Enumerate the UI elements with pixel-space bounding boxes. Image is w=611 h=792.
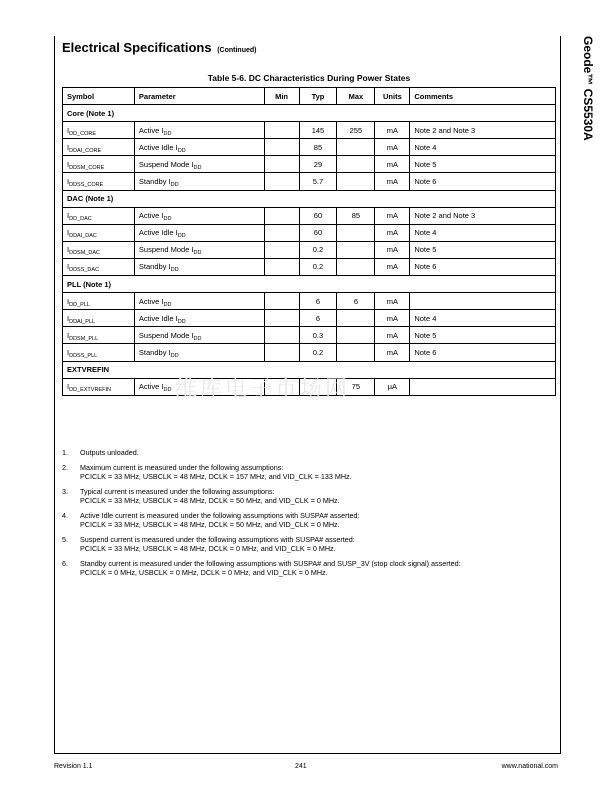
typ-cell: 60 — [299, 207, 337, 224]
units-cell: mA — [375, 173, 410, 190]
symbol-text: I — [67, 382, 70, 392]
max-cell: 6 — [337, 293, 375, 310]
symbol-text: I — [67, 347, 70, 357]
note-number: 4. — [62, 510, 68, 520]
parameter-subscript: DD — [163, 301, 172, 308]
units-cell: mA — [375, 122, 410, 139]
note-text — [80, 511, 360, 530]
parameter-subscript: DD — [170, 267, 179, 274]
section-row — [63, 190, 556, 207]
units-cell: mA — [375, 139, 410, 156]
typ-cell: 0.2 — [299, 241, 337, 258]
max-cell: 75 — [337, 378, 375, 395]
parameter-text: Active I — [138, 125, 164, 135]
page-title — [62, 40, 256, 55]
parameter-text: Active I — [138, 382, 164, 392]
table-caption: Table 5-6. DC Characteristics During Power States — [207, 73, 411, 83]
units-cell: mA — [375, 258, 410, 275]
parameter-subscript: DD — [177, 318, 186, 325]
symbol-cell — [63, 258, 135, 275]
max-cell — [337, 156, 375, 173]
side-title — [573, 36, 597, 236]
units-cell: mA — [375, 241, 410, 258]
section-title: Core (Note 1) — [63, 105, 556, 122]
parameter-text: Standby I — [138, 262, 171, 272]
parameter-subscript: DD — [193, 250, 202, 257]
note-text — [80, 535, 355, 554]
table-row — [63, 139, 556, 156]
symbol-text: I — [67, 313, 70, 323]
symbol-text: I — [67, 159, 70, 169]
table-row — [63, 156, 556, 173]
table-header-row — [63, 88, 556, 105]
parameter-subscript: DD — [177, 147, 186, 154]
parameter-subscript: DD — [163, 216, 172, 223]
footer-page-number: 241 — [295, 763, 307, 770]
note-line: Standby current is measured under the following assumptions with SUSPA# and SUSP_3V (stop clock signal) asserted: — [80, 558, 461, 568]
section-title: DAC (Note 1) — [63, 190, 556, 207]
note-line: PCICLK = 33 MHz, USBCLK = 48 MHz, DCLK = 0 MHz, and VID_CLK = 0 MHz. — [80, 544, 336, 553]
typ-cell: 5.7 — [299, 173, 337, 190]
symbol-subscript: DDSM_PLL — [69, 335, 99, 342]
symbol-subscript: DD_DAC — [69, 216, 92, 223]
symbol-subscript: DDSS_PLL — [69, 352, 98, 359]
parameter-cell — [134, 258, 264, 275]
parameter-cell — [134, 293, 264, 310]
dc-characteristics-table — [62, 87, 556, 396]
page-title-text: Electrical Specifications — [62, 40, 212, 55]
parameter-subscript: DD — [163, 387, 172, 394]
max-cell — [337, 327, 375, 344]
units-cell: mA — [375, 344, 410, 361]
parameter-cell — [134, 378, 264, 395]
typ-cell: 145 — [299, 122, 337, 139]
typ-cell: 29 — [299, 156, 337, 173]
note-line: Active Idle current is measured under the following assumptions with SUSPA# asserted: — [80, 510, 360, 520]
note-line: Outputs unloaded. — [80, 448, 139, 457]
symbol-subscript: DDSM_DAC — [69, 250, 100, 257]
symbol-subscript: DD_PLL — [69, 301, 90, 308]
max-cell — [337, 344, 375, 361]
parameter-subscript: DD — [170, 352, 179, 359]
parameter-cell — [134, 207, 264, 224]
symbol-cell — [63, 207, 135, 224]
symbol-subscript: DDSM_CORE — [69, 164, 105, 171]
table-row — [63, 241, 556, 258]
note-text — [80, 448, 139, 458]
note-line: Suspend current is measured under the following assumptions with SUSPA# asserted: — [80, 534, 355, 544]
min-cell — [264, 378, 299, 395]
symbol-cell — [63, 122, 135, 139]
col-header: Min — [264, 88, 299, 105]
table-row — [63, 344, 556, 361]
parameter-text: Suspend Mode I — [138, 330, 194, 340]
symbol-text: I — [67, 245, 70, 255]
min-cell — [264, 310, 299, 327]
note-item — [62, 448, 556, 458]
note-line: PCICLK = 33 MHz, USBCLK = 48 MHz, DCLK = 157 MHz, and VID_CLK = 133 MHz. — [80, 472, 352, 481]
note-number: 2. — [62, 462, 68, 472]
parameter-text: Active Idle I — [138, 228, 178, 238]
section-row — [63, 105, 556, 122]
comments-cell: Note 2 and Note 3 — [410, 207, 556, 224]
typ-cell — [299, 378, 337, 395]
max-cell: 255 — [337, 122, 375, 139]
comments-cell: Note 5 — [410, 327, 556, 344]
section-row — [63, 276, 556, 293]
units-cell: mA — [375, 327, 410, 344]
parameter-text: Active Idle I — [138, 313, 178, 323]
parameter-text: Suspend Mode I — [138, 245, 194, 255]
symbol-cell — [63, 293, 135, 310]
symbol-cell — [63, 224, 135, 241]
parameter-cell — [134, 310, 264, 327]
note-line: PCICLK = 0 MHz, USBCLK = 0 MHz, DCLK = 0 MHz, and VID_CLK = 0 MHz. — [80, 568, 328, 577]
side-title-text: Geode™ CS5530A — [581, 36, 595, 141]
symbol-text: I — [67, 296, 70, 306]
note-text — [80, 487, 340, 506]
col-header: Symbol — [63, 88, 135, 105]
symbol-subscript: DD_EXTVREFIN — [69, 387, 111, 394]
symbol-text: I — [67, 330, 70, 340]
comments-cell: Note 6 — [410, 173, 556, 190]
col-header: Typ — [299, 88, 337, 105]
typ-cell: 60 — [299, 224, 337, 241]
parameter-cell — [134, 224, 264, 241]
min-cell — [264, 122, 299, 139]
note-line: PCICLK = 33 MHz, USBCLK = 48 MHz, DCLK = 50 MHz, and VID_CLK = 0 MHz. — [80, 496, 340, 505]
section-title: PLL (Note 1) — [63, 276, 556, 293]
symbol-subscript: DDAI_DAC — [69, 233, 97, 240]
min-cell — [264, 344, 299, 361]
note-line: Typical current is measured under the following assumptions: — [80, 486, 275, 496]
symbol-cell — [63, 156, 135, 173]
min-cell — [264, 241, 299, 258]
parameter-text: Suspend Mode I — [138, 159, 194, 169]
parameter-cell — [134, 173, 264, 190]
comments-cell: Note 6 — [410, 258, 556, 275]
symbol-cell — [63, 139, 135, 156]
note-number: 6. — [62, 558, 68, 568]
max-cell — [337, 258, 375, 275]
units-cell: mA — [375, 224, 410, 241]
table-row — [63, 224, 556, 241]
section-row — [63, 361, 556, 378]
table-notes — [62, 448, 556, 583]
symbol-text: I — [67, 262, 70, 272]
comments-cell: Note 4 — [410, 139, 556, 156]
symbol-subscript: DD_CORE — [69, 130, 96, 137]
max-cell — [337, 139, 375, 156]
typ-cell: 6 — [299, 293, 337, 310]
col-header: Max — [337, 88, 375, 105]
min-cell — [264, 327, 299, 344]
parameter-text: Active I — [138, 211, 164, 221]
min-cell — [264, 156, 299, 173]
note-item — [62, 463, 556, 482]
min-cell — [264, 258, 299, 275]
parameter-text: Standby I — [138, 347, 171, 357]
comments-cell: Note 5 — [410, 156, 556, 173]
symbol-text: I — [67, 177, 70, 187]
parameter-text: Standby I — [138, 177, 171, 187]
symbol-cell — [63, 241, 135, 258]
table-row — [63, 258, 556, 275]
units-cell: mA — [375, 310, 410, 327]
symbol-cell — [63, 344, 135, 361]
note-number: 3. — [62, 486, 68, 496]
continued-label: (Continued) — [217, 47, 257, 54]
col-header: Comments — [410, 88, 556, 105]
table-row — [63, 293, 556, 310]
symbol-text: I — [67, 228, 70, 238]
comments-cell: Note 6 — [410, 344, 556, 361]
min-cell — [264, 173, 299, 190]
table-row — [63, 378, 556, 395]
note-item — [62, 535, 556, 554]
parameter-cell — [134, 122, 264, 139]
typ-cell: 0.2 — [299, 344, 337, 361]
units-cell: mA — [375, 207, 410, 224]
comments-cell: Note 5 — [410, 241, 556, 258]
parameter-subscript: DD — [193, 335, 202, 342]
min-cell — [264, 224, 299, 241]
units-cell: µA — [375, 378, 410, 395]
watermark: 维库电子市场网 — [175, 377, 351, 402]
symbol-subscript: DDSS_DAC — [69, 267, 100, 274]
note-line: Maximum current is measured under the following assumptions: — [80, 462, 284, 472]
parameter-text: Active I — [138, 296, 164, 306]
note-text — [80, 463, 352, 482]
symbol-cell — [63, 173, 135, 190]
typ-cell: 0.2 — [299, 258, 337, 275]
note-text — [80, 559, 461, 578]
comments-cell: Note 4 — [410, 310, 556, 327]
table-row — [63, 310, 556, 327]
symbol-text: I — [67, 125, 70, 135]
parameter-cell — [134, 344, 264, 361]
symbol-text: I — [67, 211, 70, 221]
col-header: Units — [375, 88, 410, 105]
max-cell — [337, 224, 375, 241]
parameter-subscript: DD — [170, 182, 179, 189]
units-cell: mA — [375, 156, 410, 173]
footer-revision: Revision 1.1 — [54, 763, 93, 770]
section-title: EXTVREFIN — [63, 361, 556, 378]
comments-cell — [410, 378, 556, 395]
symbol-text: I — [67, 142, 70, 152]
typ-cell: 0.3 — [299, 327, 337, 344]
min-cell — [264, 139, 299, 156]
note-line: PCICLK = 33 MHz, USBCLK = 48 MHz, DCLK = 50 MHz, and VID_CLK = 0 MHz. — [80, 520, 340, 529]
units-cell: mA — [375, 293, 410, 310]
max-cell — [337, 310, 375, 327]
parameter-text: Active Idle I — [138, 142, 178, 152]
symbol-subscript: DDAI_CORE — [69, 147, 102, 154]
max-cell — [337, 173, 375, 190]
typ-cell: 85 — [299, 139, 337, 156]
parameter-subscript: DD — [163, 130, 172, 137]
typ-cell: 6 — [299, 310, 337, 327]
col-header: Parameter — [134, 88, 264, 105]
max-cell — [337, 241, 375, 258]
comments-cell: Note 2 and Note 3 — [410, 122, 556, 139]
parameter-subscript: DD — [177, 233, 186, 240]
table-row — [63, 327, 556, 344]
footer-url: www.national.com — [501, 763, 558, 770]
parameter-cell — [134, 156, 264, 173]
note-number: 5. — [62, 534, 68, 544]
symbol-subscript: DDAI_PLL — [69, 318, 96, 325]
parameter-cell — [134, 139, 264, 156]
symbol-cell — [63, 310, 135, 327]
comments-cell — [410, 293, 556, 310]
table-body — [63, 105, 556, 396]
note-number: 1. — [62, 448, 68, 457]
note-item — [62, 511, 556, 530]
min-cell — [264, 207, 299, 224]
table-row — [63, 173, 556, 190]
note-item — [62, 487, 556, 506]
table-row — [63, 122, 556, 139]
symbol-cell — [63, 327, 135, 344]
parameter-cell — [134, 327, 264, 344]
table-row — [63, 207, 556, 224]
max-cell: 85 — [337, 207, 375, 224]
parameter-cell — [134, 241, 264, 258]
min-cell — [264, 293, 299, 310]
symbol-cell — [63, 378, 135, 395]
note-item — [62, 559, 556, 578]
symbol-subscript: DDSS_CORE — [69, 182, 104, 189]
comments-cell: Note 4 — [410, 224, 556, 241]
parameter-subscript: DD — [193, 164, 202, 171]
